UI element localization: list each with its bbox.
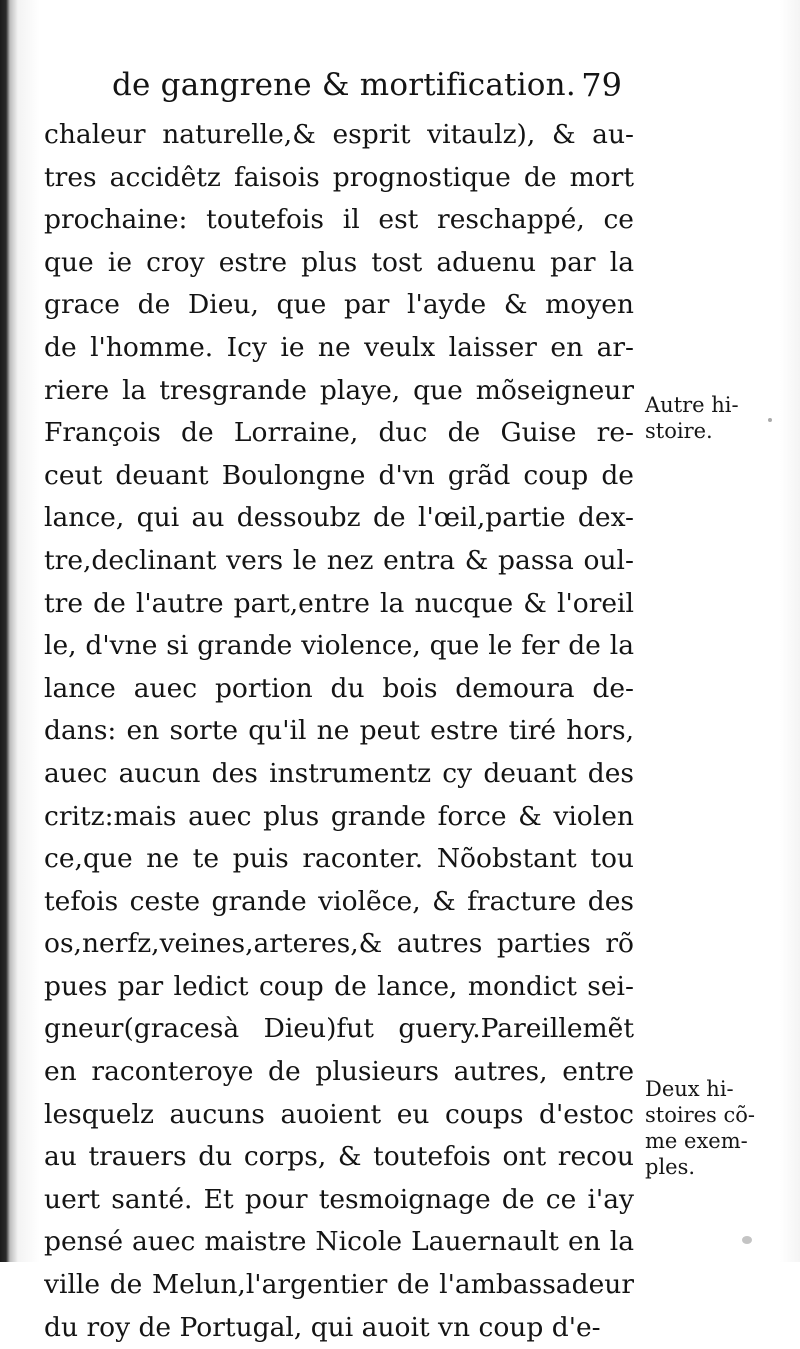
text-line: pues par ledict coup de lance, mondict sei- <box>44 970 634 1002</box>
text-line: ville de Melun,l'argentier de l'ambassadeur <box>44 1269 634 1301</box>
page-header <box>112 60 632 110</box>
text-line: uert santé. Et pour tesmoignage de ce i'ay <box>44 1183 634 1215</box>
text-line: ceut deuant Boulongne d'vn grãd coup de <box>44 459 634 491</box>
margin-note-line: stoire. <box>645 419 713 443</box>
text-line: tre,declinant vers le nez entra & passa oul- <box>44 544 634 576</box>
text-line: grace de Dieu, que par l'ayde & moyen <box>44 289 634 321</box>
text-line: pensé auec maistre Nicole Lauernault en la <box>44 1226 634 1258</box>
text-line: en raconteroye de plusieurs autres, entre <box>44 1056 634 1088</box>
margin-note-line: Autre hi- <box>645 393 739 417</box>
text-line: François de Lorraine, duc de Guise re- <box>44 417 634 449</box>
text-line: gneur(gracesà Dieu)fut guery.Pareillemẽt <box>44 1013 634 1045</box>
main-text-block <box>44 114 634 1349</box>
text-line: tre de l'autre part,entre la nucque & l'oreil <box>44 587 634 619</box>
text-line: lance, qui au dessoubz de l'œil,partie dex- <box>44 502 634 534</box>
page-number: 79 <box>581 66 622 104</box>
text-line: lance auec portion du bois demoura de- <box>44 672 634 704</box>
text-line: le, d'vne si grande violence, que le fer de la <box>44 630 634 662</box>
text-line: prochaine: toutefois il est reschappé, ce <box>44 204 634 236</box>
text-line: chaleur naturelle,& esprit vitaulz), & au- <box>44 119 634 150</box>
text-line: du roy de Portugal, qui auoit vn coup d'e- <box>44 1311 601 1343</box>
text-line: de l'homme. Icy ie ne veulx laisser en ar- <box>44 331 634 363</box>
text-line: dans: en sorte qu'il ne peut estre tiré hors, <box>44 715 634 747</box>
ink-speck <box>742 1236 752 1244</box>
text-line: riere la tresgrande playe, que mõseigneur <box>44 374 634 406</box>
text-line: tres accidêtz faisois prognostique de mort <box>44 161 634 193</box>
text-line: os,nerfz,veines,arteres,& autres parties rõ <box>44 928 634 960</box>
text-line: ce,que ne te puis raconter. Nõobstant tou <box>44 843 634 875</box>
text-line: tefois ceste grande violẽce, & fracture des <box>44 885 634 917</box>
text-line: lesquelz aucuns auoient eu coups d'estoc <box>44 1098 634 1130</box>
text-line: auec aucun des instrumentz cy deuant des <box>44 757 634 789</box>
margin-note-line: me exem- <box>645 1129 748 1153</box>
text-line: au trauers du corps, & toutefois ont recou <box>44 1141 634 1173</box>
margin-note-line: ples. <box>645 1155 696 1179</box>
text-line: critz:mais auec plus grande force & violen <box>44 800 634 832</box>
margin-note-autre-histoire <box>645 392 785 444</box>
text-line: que ie croy estre plus tost aduenu par la <box>44 246 634 278</box>
margin-note-line: stoires cõ- <box>645 1103 755 1127</box>
margin-note-deux-histoires <box>645 1076 785 1180</box>
margin-note-line: Deux hi- <box>645 1077 734 1101</box>
ink-speck <box>768 418 772 422</box>
running-title: de gangrene & mortification. <box>112 67 576 103</box>
